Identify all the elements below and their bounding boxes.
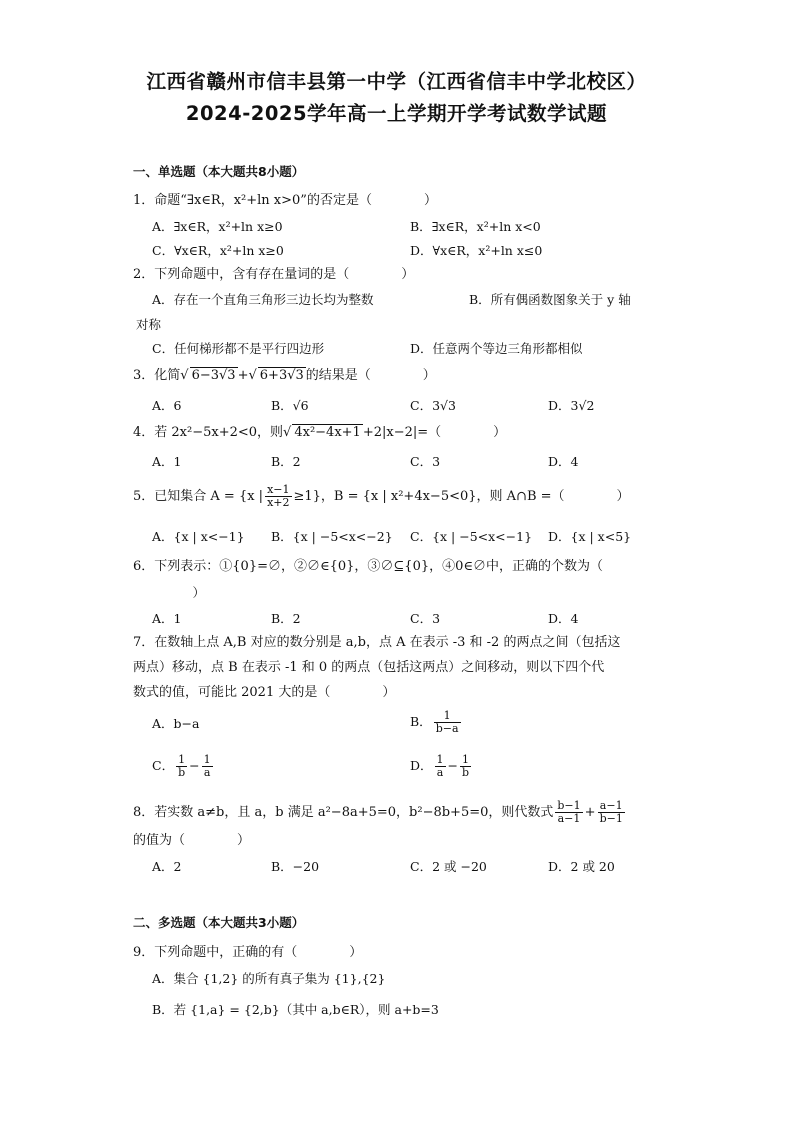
q6-option-a: A．1 [152,611,182,626]
q7-option-b-label: B． [410,714,432,729]
q7-line-3: 数式的值，可能比 2021 大的是（ ） [133,685,396,700]
q5-frac-den: x+2 [267,496,290,509]
q7-option-b [410,710,463,735]
q1-option-b: B．∃x∈R，x²+ln x<0 [410,219,541,234]
q7-c-frac-2 [202,754,213,779]
q7-option-d-label: D． [410,758,433,773]
q6-option-c: C．3 [410,611,441,626]
q7-option-c [152,754,215,779]
q7-c-n2: 1 [203,753,211,766]
q7-option-d [410,754,473,779]
q2-option-c: C．任何梯形都不是平行四边形 [152,341,325,356]
q7-c-d1: b [178,766,186,779]
q3-stem: 3．化简√ 6−3√3 +√ 6+3√3 的结果是（ ） [133,368,436,383]
q7-d-d1: a [436,766,444,779]
q4-option-b: B．2 [271,454,301,469]
q7-d-frac-1 [435,754,446,779]
q1-option-a: A．∃x∈R，x²+ln x≥0 [152,219,283,234]
title-line-1: 江西省赣州市信丰县第一中学（江西省信丰中学北校区） [146,70,647,93]
q8-option-a: A．2 [152,859,182,874]
q4-stem-pre: 4．若 2x²−5x+2<0，则 [133,425,284,440]
q4-option-c: C．3 [410,454,441,469]
q7-d-n1: 1 [436,753,444,766]
q5-option-c: C．{x | −5<x<−1} [410,529,533,544]
q7-option-b-frac [434,710,461,735]
q3-option-c: C．3√3 [410,398,456,413]
q3-option-d: D．3√2 [548,398,595,413]
q7-c-frac-1 [176,754,187,779]
q8-option-d: D．2 或 20 [548,859,615,874]
q2-option-d: D．任意两个等边三角形都相似 [410,341,583,356]
q7-b-den: b−a [435,722,459,735]
q5-stem-pre: 5．已知集合 A = {x | [133,489,264,504]
q6-stem: 6．下列表示：①{0}=∅，②∅∈{0}，③∅⊆{0}，④0∈∅中，正确的个数为（ [133,559,604,574]
q8-option-c: C．2 或 −20 [410,859,487,874]
q8-n2: a−1 [598,800,625,813]
q4-option-a: A．1 [152,454,182,469]
q1-option-d: D．∀x∈R，x²+ln x≤0 [410,243,543,258]
q7-line-1: 7．在数轴上点 A,B 对应的数分别是 a,b，点 A 在表示 -3 和 -2 的两点之间（包括这 [133,635,621,650]
q1-option-c: C．∀x∈R，x²+ln x≥0 [152,243,284,258]
q7-option-c-label: C． [152,758,175,773]
q7-c-n1: 1 [176,754,187,767]
q2-option-a: A．存在一个直角三角形三边长均为整数 [152,292,374,307]
q8-d1: a−1 [557,812,581,825]
q7-b-num: 1 [434,710,461,723]
q8-plus: + [584,805,596,820]
q6-stem-cont: ） [180,585,206,600]
q7-d-n2: 1 [460,754,471,767]
q9-option-a: A．集合 {1,2} 的所有真子集为 {1},{2} [152,971,386,986]
q4-stem-post: +2|x−2|=（ ） [362,425,507,440]
q8-frac-1 [555,800,582,825]
q5-fraction [265,484,291,509]
q8-frac-2 [598,800,625,825]
q8-option-b: B．−20 [271,859,320,874]
q8-line-2: 的值为（ ） [133,833,251,848]
q9-stem: 9．下列命题中，正确的有（ ） [133,945,363,960]
q3-option-b: B．√6 [271,398,309,413]
q6-option-b: B．2 [271,611,301,626]
section-1-heading: 一、单选题（本大题共8小题） [133,164,305,179]
q5-stem-mid: ≥1}，B = {x | x²+4x−5<0}，则 A∩B =（ ） [293,489,630,504]
q8-line-1 [133,800,627,825]
q7-line-2: 两点）移动，点 B 在表示 -1 和 0 的两点（包括这两点）之间移动，则以下四个代 [133,660,605,675]
q7-d-minus: − [447,758,459,773]
q6-option-d: D．4 [548,611,579,626]
q5-stem [133,484,630,509]
q2-stem: 2．下列命题中，含有存在量词的是（ ） [133,267,415,282]
q5-option-d: D．{x | x<5} [548,529,632,544]
q7-d-frac-2 [460,754,471,779]
q7-c-minus: − [189,758,200,773]
q5-option-a: A．{x | x<−1} [152,529,245,544]
q2-option-b-cont: 对称 [136,317,162,332]
section-2-heading: 二、多选题（本大题共3小题） [133,915,305,930]
q4-stem: 4．若 2x²−5x+2<0，则√ 4x²−4x+1 +2|x−2|=（ ） [133,425,507,440]
q3-radicand-2: 6+3√3 [259,368,304,383]
q3-option-a: A．6 [152,398,182,413]
title-line-2: 2024-2025学年高一上学期开学考试数学试题 [185,102,608,125]
q3-stem-post: 的结果是（ ） [305,368,436,383]
q5-option-b: B．{x | −5<x<−2} [271,529,393,544]
q1-stem: 1．命题“∃x∈R，x²+ln x>0”的否定是（ ） [133,193,437,208]
q7-c-d2: a [203,766,211,779]
q9-option-b: B．若 {1,a} = {2,b}（其中 a,b∈R），则 a+b=3 [152,1002,439,1017]
q7-d-d2: b [462,766,470,779]
q4-radicand: 4x²−4x+1 [294,425,361,440]
q4-option-d: D．4 [548,454,579,469]
q3-plus: + [237,368,249,383]
q8-d2: b−1 [599,812,623,825]
q2-option-b: B．所有偶函数图象关于 y 轴 [469,292,631,307]
q3-stem-pre: 3．化简 [133,368,181,383]
q5-frac-num: x−1 [267,483,290,496]
q7-option-a: A．b−a [152,716,200,731]
q8-n1: b−1 [557,799,581,812]
q8-stem-pre: 8．若实数 a≠b，且 a，b 满足 a²−8a+5=0，b²−8b+5=0，则代数式 [133,805,554,820]
q3-radicand-1: 6−3√3 [191,368,236,383]
